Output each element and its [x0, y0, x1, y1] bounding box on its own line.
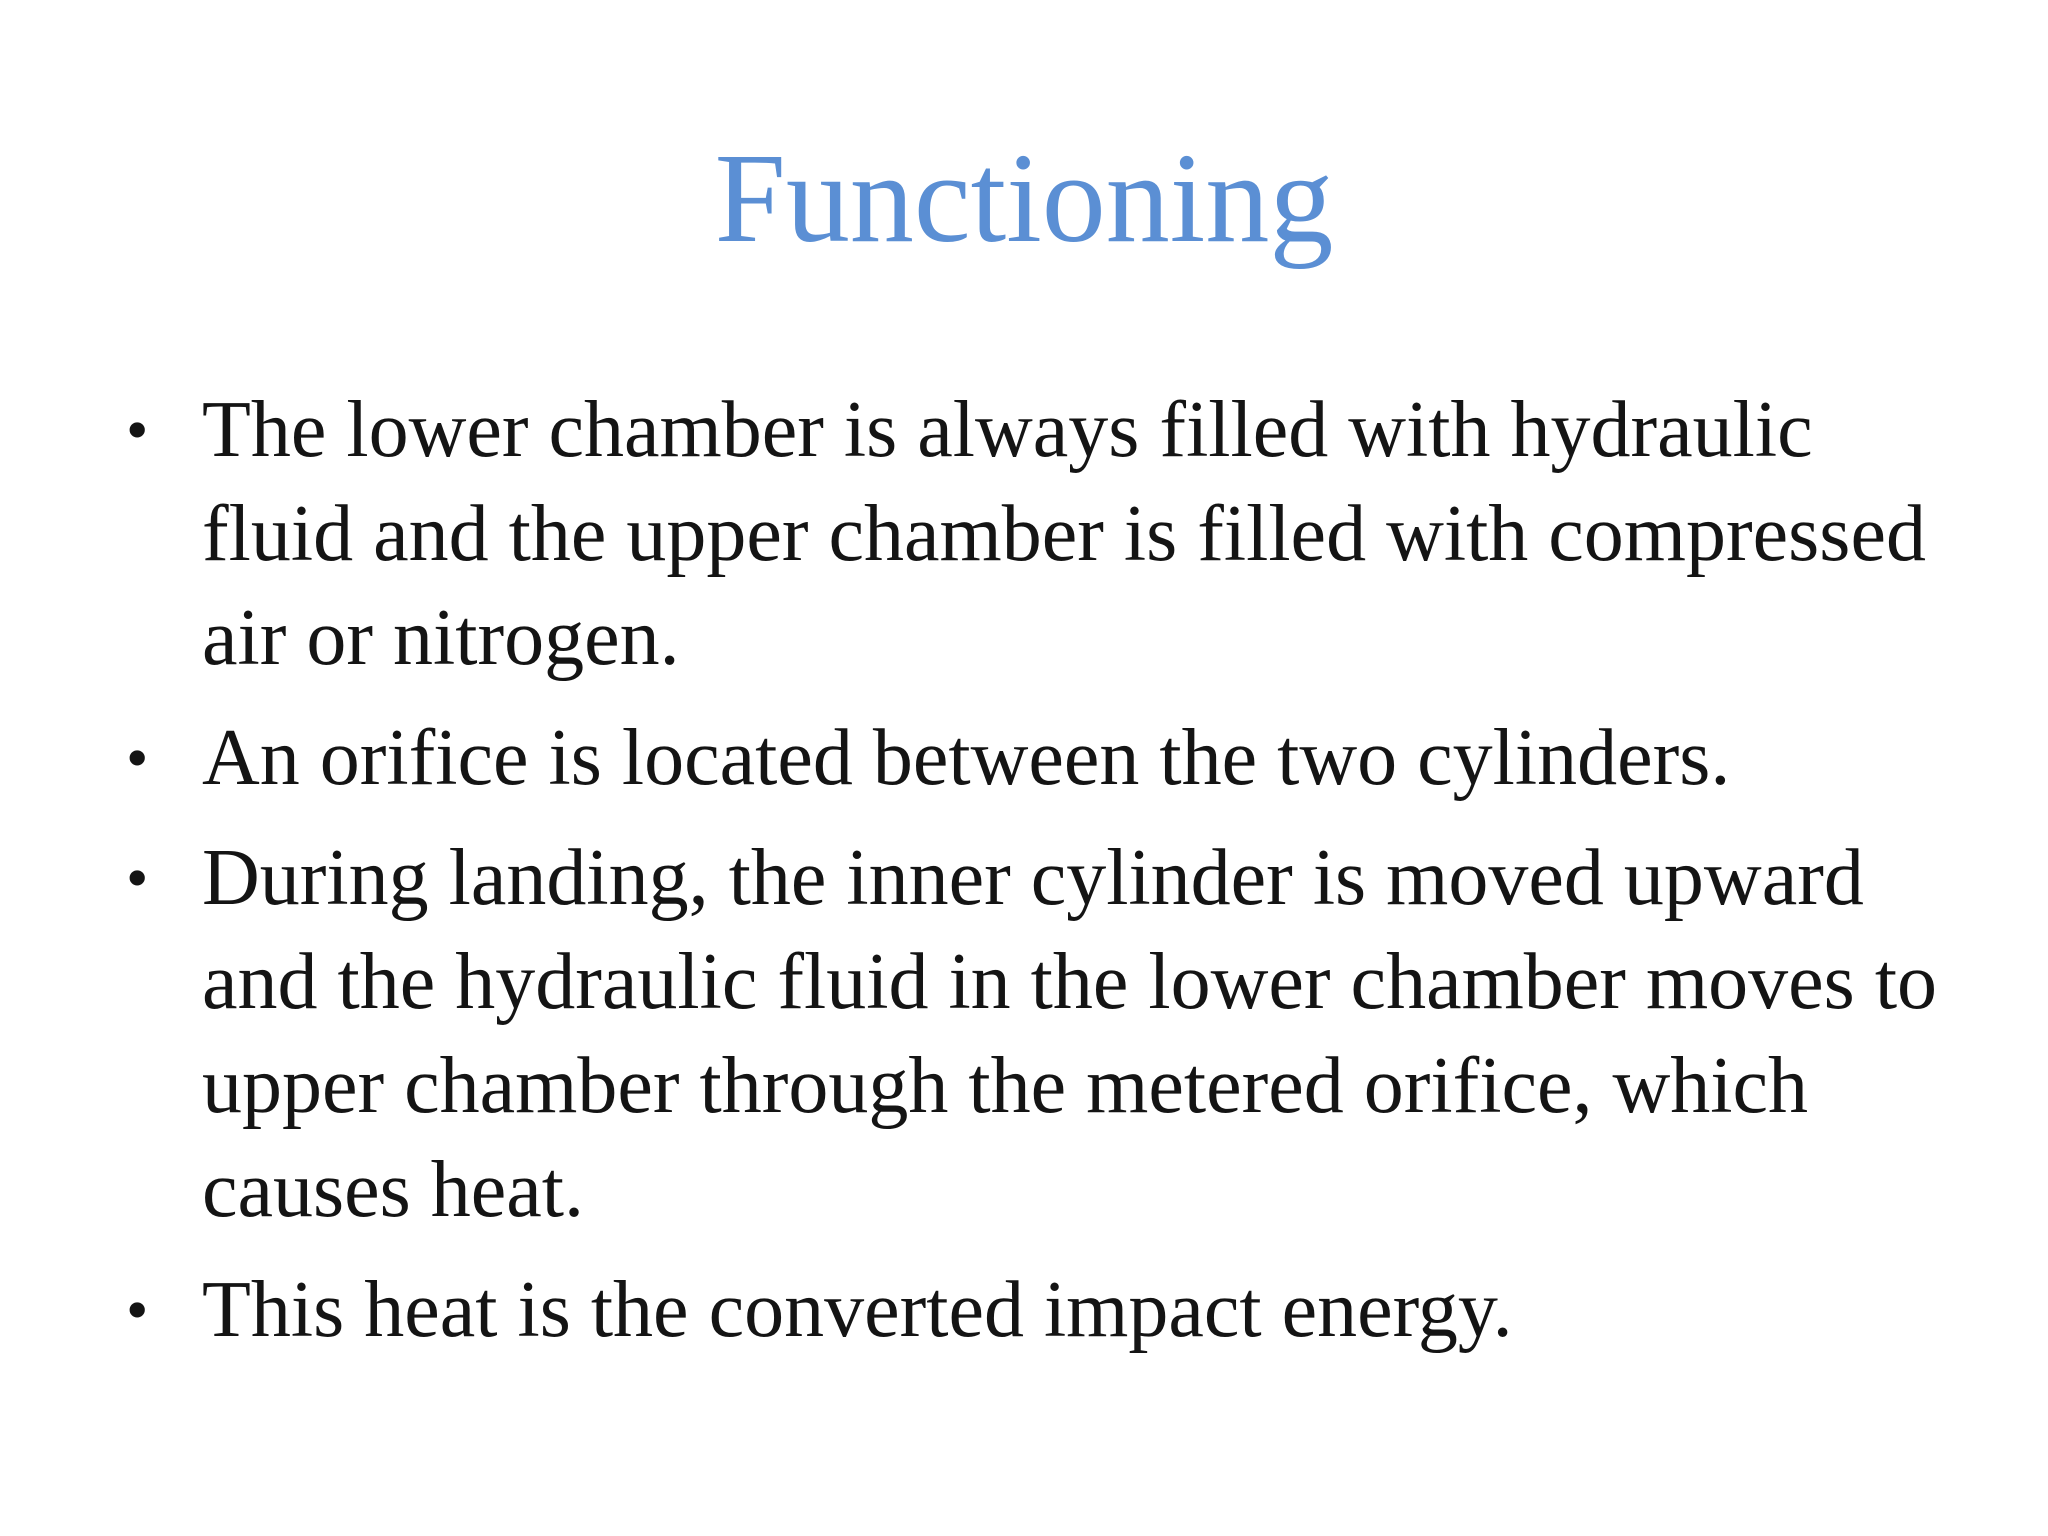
bullet-icon: •: [126, 394, 149, 465]
bullet-text: During landing, the inner cylinder is moved upward and the hydraulic fluid in the lower chamber moves to upper chamber through the metered orifice, which causes heat.: [202, 834, 1938, 1234]
slide-title: Functioning: [714, 127, 1334, 269]
bullet-text: This heat is the converted impact energy.: [202, 1266, 1513, 1354]
bullet-icon: •: [126, 842, 149, 913]
bullet-icon: •: [126, 722, 149, 793]
bullet-item: [120, 826, 1980, 1242]
bullet-item: [120, 1258, 1980, 1362]
bullet-text: An orifice is located between the two cylinders.: [202, 714, 1731, 802]
bullet-list: [120, 378, 1980, 1378]
bullet-icon: •: [126, 1274, 149, 1345]
bullet-text: The lower chamber is always filled with hydraulic fluid and the upper chamber is filled with compressed air or nitrogen.: [202, 386, 1926, 682]
bullet-item: [120, 378, 1980, 690]
bullet-item: [120, 706, 1980, 810]
